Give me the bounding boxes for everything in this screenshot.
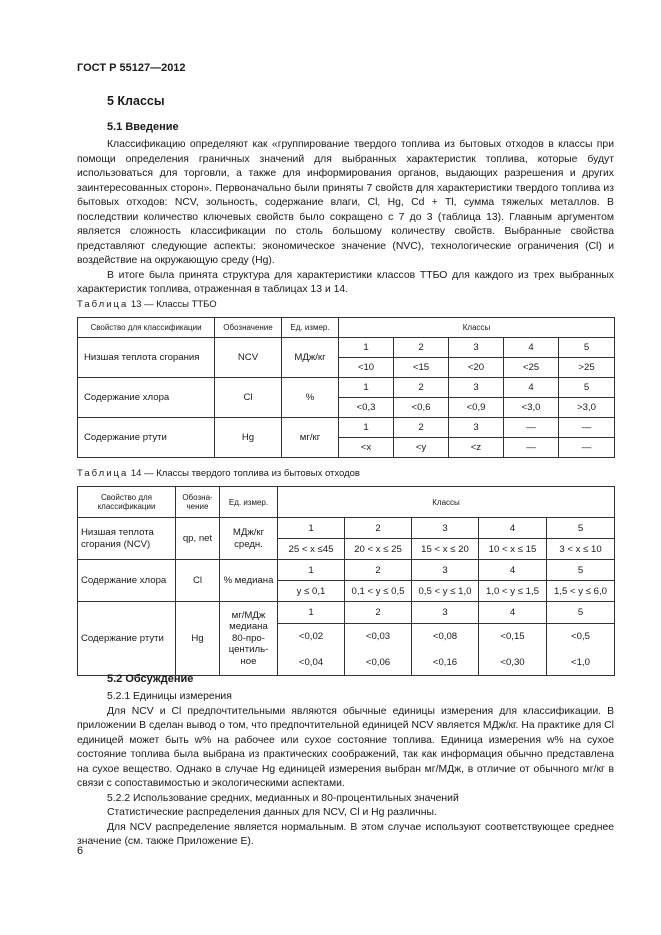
table14-limit-cell: 1,0 < y ≤ 1,5	[479, 581, 547, 602]
table14-limit-cell: y ≤ 0,1	[278, 581, 345, 602]
intro-text	[77, 138, 614, 298]
table13-caption-text: 13 — Классы ТТБО	[130, 299, 217, 310]
table14-property-cell: Содержание хлора	[78, 560, 176, 602]
table14-limit-cell: <0,5	[547, 624, 615, 650]
table13-header-property: Свойство для классификации	[78, 318, 215, 338]
table14-limit-cell: <0,06	[345, 650, 412, 676]
table13-limit-cell: >3,0	[559, 398, 615, 418]
table14-class-cell: 2	[345, 518, 412, 539]
table13-class-cell: —	[504, 418, 559, 438]
table-row	[78, 338, 615, 358]
table14-class-cell: 5	[547, 560, 615, 581]
table-row	[78, 378, 615, 398]
table13-class-cell: 3	[449, 338, 504, 358]
table14-limit-cell: <0,30	[479, 650, 547, 676]
table13-caption	[77, 299, 217, 310]
table-13	[77, 317, 615, 458]
table14-designation-cell: Cl	[176, 560, 220, 602]
table13-unit-cell: мг/кг	[282, 418, 339, 458]
table13-limit-cell: —	[504, 438, 559, 458]
table14-designation-cell: Hg	[176, 602, 220, 676]
subsection-5-2-1-text: Для NCV и Cl предпочтительными являются обычные единицы измерения для классификации. В приложении B сделан вывод о том, что предпочтительной единицей NCV является МДж/кг. На практике для Cl единицей может быть w% на рабочее или сухое состояние топлива. Единица измерения w% на сухое состояние топлива была выбрана из практических соображений, так как информация обычно представлена на сухое вещество. Однако в случае Hg единицей измерения выбран мг/МДж, в отличие от обычного мг/кг в связи с сопоставимостью и экологическими аспектами.	[77, 705, 614, 789]
table-row	[78, 518, 615, 539]
table13-class-cell: 2	[394, 418, 449, 438]
section-title: 5 Классы	[107, 94, 165, 108]
table14-limit-cell: <0,16	[412, 650, 479, 676]
table14-limit-cell: 0,5 < y ≤ 1,0	[412, 581, 479, 602]
table13-class-cell: 4	[504, 378, 559, 398]
table13-header-classes: Классы	[339, 318, 615, 338]
table14-property-cell: Низшая теплота сгорания (NCV)	[78, 518, 176, 560]
table13-limit-cell: <15	[394, 358, 449, 378]
table13-limit-cell: <20	[449, 358, 504, 378]
table14-header-classes: Классы	[278, 487, 615, 518]
table13-class-cell: 1	[339, 418, 394, 438]
section-5-2-text	[77, 690, 614, 850]
table14-unit-cell: % медиана	[220, 560, 278, 602]
table14-limit-cell: <0,04	[278, 650, 345, 676]
table-row	[78, 560, 615, 581]
table13-class-cell: 4	[504, 338, 559, 358]
table13-header-designation: Обозначение	[215, 318, 282, 338]
table14-class-cell: 3	[412, 602, 479, 624]
table14-designation-cell: qp, net	[176, 518, 220, 560]
table13-limit-cell: <10	[339, 358, 394, 378]
table13-limit-cell: <y	[394, 438, 449, 458]
table13-class-cell: 5	[559, 378, 615, 398]
table14-header-row	[78, 487, 615, 518]
table14-caption-prefix: Таблица	[77, 468, 129, 479]
table14-unit-cell: МДж/кг средн.	[220, 518, 278, 560]
subsection-5-1-title: 5.1 Введение	[107, 121, 179, 133]
table14-limit-cell: 15 < x ≤ 20	[412, 539, 479, 560]
table13-class-cell: 5	[559, 338, 615, 358]
table13-limit-cell: >25	[559, 358, 615, 378]
table14-header-designation: Обозна- чение	[176, 487, 220, 518]
table13-limit-cell: <3,0	[504, 398, 559, 418]
table14-class-cell: 5	[547, 518, 615, 539]
table14-class-cell: 2	[345, 560, 412, 581]
table14-limit-cell: 10 < x ≤ 15	[479, 539, 547, 560]
table14-class-cell: 4	[479, 560, 547, 581]
subsection-5-2-title: 5.2 Обсуждение	[107, 673, 194, 685]
table14-limit-cell: <1,0	[547, 650, 615, 676]
subsection-5-2-1-title: 5.2.1 Единицы измерения	[107, 691, 232, 702]
table13-designation-cell: Cl	[215, 378, 282, 418]
table13-property-cell: Содержание хлора	[78, 378, 215, 418]
table13-class-cell: 1	[339, 378, 394, 398]
table13-property-cell: Содержание ртути	[78, 418, 215, 458]
table13-designation-cell: Hg	[215, 418, 282, 458]
intro-paragraph-1: Классификацию определяют как «группирование твердого топлива из бытовых отходов в классы при помощи определения граничных значений для выбранных характеристик топлива, которые будут использоваться для торговли, а также для информирования органов, выдающих разрешения и других заинтересованных сторон». Первоначально были приняты 7 свойств для характеристики твердого топлива из бытовых отходов: NCV, зольность, содержание влаги, Cl, Hg, Cd + Tl, сумма тяжелых металлов. В последствии количество ключевых свойств было сокращено с 7 до 3 (таблица 13). Главным аргументом является сложность классификации по столь большому количеству свойств. Выбранные свойства представляют следующие аспекты: экономическое значение (NVC), технологические ограничения (Cl) и воздействие на окружающую среду (Hg).	[77, 139, 614, 266]
table14-class-cell: 1	[278, 518, 345, 539]
table14-class-cell: 4	[479, 518, 547, 539]
table13-limit-cell: <0,6	[394, 398, 449, 418]
table13-header-unit: Ед. измер.	[282, 318, 339, 338]
table14-class-cell: 3	[412, 518, 479, 539]
table13-limit-cell: <0,3	[339, 398, 394, 418]
table14-caption-text: 14 — Классы твердого топлива из бытовых отходов	[130, 468, 360, 479]
subsection-5-2-2-text-1: Статистические распределения данных для NCV, Cl и Hg различны.	[107, 807, 437, 818]
page-number: 6	[77, 845, 84, 857]
table14-limit-cell: <0,03	[345, 624, 412, 650]
table14-caption	[77, 468, 360, 479]
table13-limit-cell: <z	[449, 438, 504, 458]
table14-limit-cell: 3 < x ≤ 10	[547, 539, 615, 560]
table13-caption-prefix: Таблица	[77, 299, 129, 310]
table14-property-cell: Содержание ртути	[78, 602, 176, 676]
table14-class-cell: 1	[278, 602, 345, 624]
document-header: ГОСТ Р 55127—2012	[77, 62, 186, 74]
table14-limit-cell: <0,15	[479, 624, 547, 650]
table14-class-cell: 2	[345, 602, 412, 624]
table14-limit-cell: 25 < x ≤45	[278, 539, 345, 560]
table13-limit-cell: —	[559, 438, 615, 458]
table13-unit-cell: МДж/кг	[282, 338, 339, 378]
table14-header-property: Свойство для классификации	[78, 487, 176, 518]
table14-header-unit: Ед. измер.	[220, 487, 278, 518]
table14-class-cell: 1	[278, 560, 345, 581]
subsection-5-2-2-text-2: Для NCV распределение является нормальным. В этом случае используют соответствующее среднее значение (см. также Приложение Е).	[77, 821, 614, 847]
table-row	[78, 602, 615, 624]
table13-class-cell: 2	[394, 378, 449, 398]
table13-limit-cell: <25	[504, 358, 559, 378]
table13-unit-cell: %	[282, 378, 339, 418]
table-row	[78, 418, 615, 438]
table14-class-cell: 3	[412, 560, 479, 581]
table13-class-cell: 2	[394, 338, 449, 358]
table13-class-cell: —	[559, 418, 615, 438]
table14-limit-cell: 20 < x ≤ 25	[345, 539, 412, 560]
intro-paragraph-2: В итоге была принята структура для характеристики классов ТТБО для каждого из трех выбранных характеристик топлива, отраженная в таблицах 13 и 14.	[77, 269, 614, 295]
table13-limit-cell: <x	[339, 438, 394, 458]
table13-designation-cell: NCV	[215, 338, 282, 378]
table13-header-row	[78, 318, 615, 338]
table13-class-cell: 3	[449, 418, 504, 438]
table13-class-cell: 1	[339, 338, 394, 358]
table14-class-cell: 4	[479, 602, 547, 624]
table-14	[77, 486, 615, 676]
table14-limit-cell: <0,02	[278, 624, 345, 650]
table14-limit-cell: 1,5 < y ≤ 6,0	[547, 581, 615, 602]
subsection-5-2-2-title: 5.2.2 Использование средних, медианных и 80-процентильных значений	[107, 792, 459, 804]
table14-unit-cell: мг/МДж медиана 80-про- центиль- ное	[220, 602, 278, 676]
table14-limit-cell: 0,1 < y ≤ 0,5	[345, 581, 412, 602]
table14-limit-cell: <0,08	[412, 624, 479, 650]
table13-property-cell: Низшая теплота сгорания	[78, 338, 215, 378]
table13-class-cell: 3	[449, 378, 504, 398]
table14-class-cell: 5	[547, 602, 615, 624]
table13-limit-cell: <0,9	[449, 398, 504, 418]
